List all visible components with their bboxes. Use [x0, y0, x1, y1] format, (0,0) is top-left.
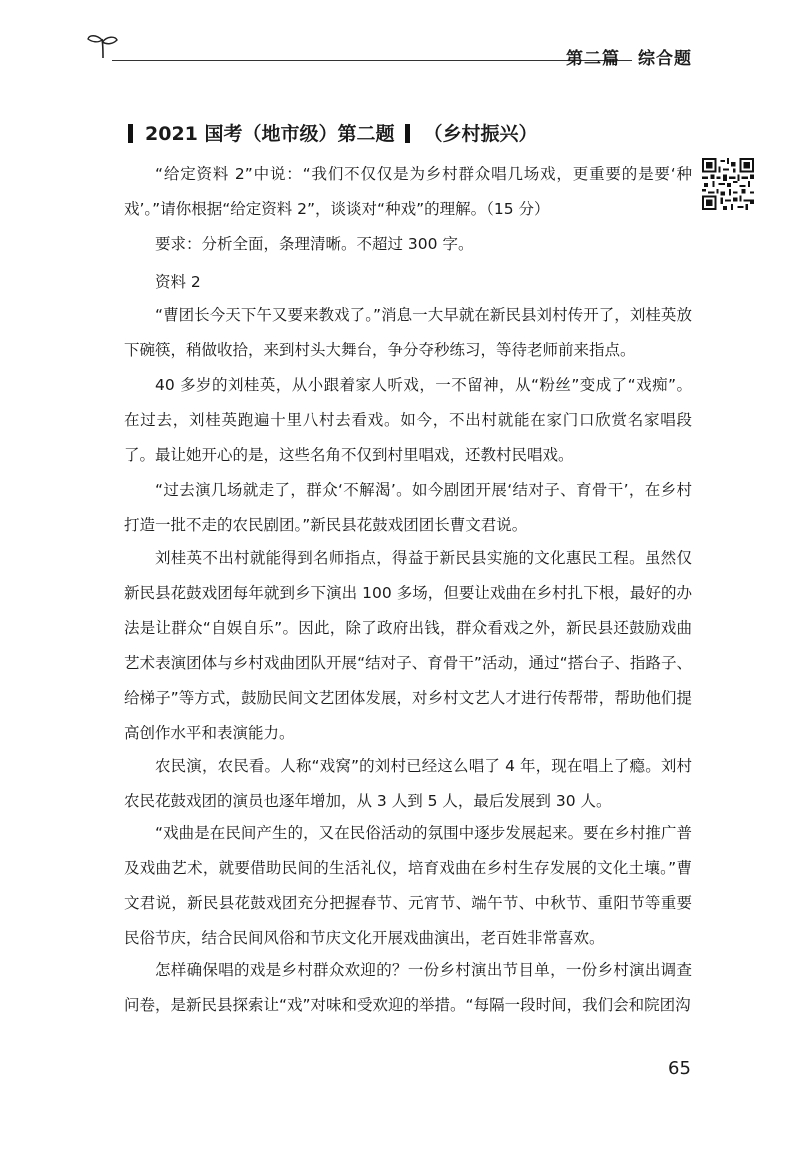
page-header: [0, 0, 800, 80]
material-paragraph: 农民演，农民看。人称“戏窝”的刘村已经这么唱了 4 年，现在唱上了瘾。刘村农民花鼓戏团的演员也逐年增加，从 3 人到 5 人，最后发展到 30 人。: [124, 757, 692, 810]
material-paragraph: 刘桂英不出村就能得到名师指点，得益于新民县实施的文化惠民工程。虽然仅新民县花鼓戏团每年就到乡下演出 100 多场，但要让戏曲在乡村扎下根，最好的办法是让群众“自娱自乐”。因此，除了政府出钱，群众看戏之外，新民县还鼓励戏曲艺术表演团体与乡村戏曲团队开展“结对子、育骨干”活动，通过“搭台子、指路子、给梯子”等方式，鼓励民间文艺团体发展，对乡村文艺人才进行传帮带，帮助他们提高创作水平和表演能力。: [124, 549, 692, 742]
page-number: 65: [668, 1058, 691, 1079]
material-paragraph: 怎样确保唱的戏是乡村群众欢迎的？一份乡村演出节目单，一份乡村演出调查问卷，是新民县探索让“戏”对味和受欢迎的举措。“每隔一段时间，我们会和院团沟: [124, 961, 692, 1014]
header-part: 第二篇: [566, 49, 620, 69]
header-section-name: 综合题: [638, 49, 692, 69]
material-paragraph: “曹团长今天下午又要来教戏了。”消息一大早就在新民县刘村传开了，刘桂英放下碗筷，稍做收拾，来到村头大舞台，争分夺秒练习，等待老师前来指点。: [124, 306, 692, 359]
material-paragraph: “戏曲是在民间产生的，又在民俗活动的氛围中逐步发展起来。要在乡村推广普及戏曲艺术，就要借助民间的生活礼仪，培育戏曲在乡村生存发展的文化土壤。”曹文君说，新民县花鼓戏团充分把握春节、元宵节、端午节、中秋节、重阳节等重要民俗节庆，结合民间风俗和节庆文化开展戏曲演出，老百姓非常喜欢。: [124, 824, 692, 947]
material-label: 资料 2: [155, 273, 201, 291]
header-section: [566, 44, 692, 69]
title-marker: [128, 124, 133, 143]
sprout-icon: [86, 30, 120, 60]
question-title: [128, 119, 538, 146]
question-title-main: 2021 国考（地市级）第二题: [145, 123, 395, 145]
qr-code-icon[interactable]: [702, 158, 754, 210]
question-prompt: “给定资料 2”中说：“我们不仅仅是为乡村群众唱几场戏，更重要的是要‘种戏’。”请你根据“给定资料 2”，谈谈对“种戏”的理解。（15 分）: [124, 165, 692, 218]
question-requirement: 要求：分析全面，条理清晰。不超过 300 字。: [155, 235, 474, 253]
title-marker-end: [405, 124, 410, 143]
header-rule: [112, 60, 632, 61]
material-paragraph: 40 多岁的刘桂英，从小跟着家人听戏，一不留神，从“粉丝”变成了“戏痴”。在过去，刘桂英跑遍十里八村去看戏。如今，不出村就能在家门口欣赏名家唱段了。最让她开心的是，这些名角不仅到村里唱戏，还教村民唱戏。: [124, 376, 692, 464]
question-title-tag: （乡村振兴）: [423, 123, 538, 145]
material-paragraph: “过去演几场就走了，群众‘不解渴’。如今剧团开展‘结对子、育骨干’，在乡村打造一批不走的农民剧团。”新民县花鼓戏团团长曹文君说。: [124, 481, 692, 534]
